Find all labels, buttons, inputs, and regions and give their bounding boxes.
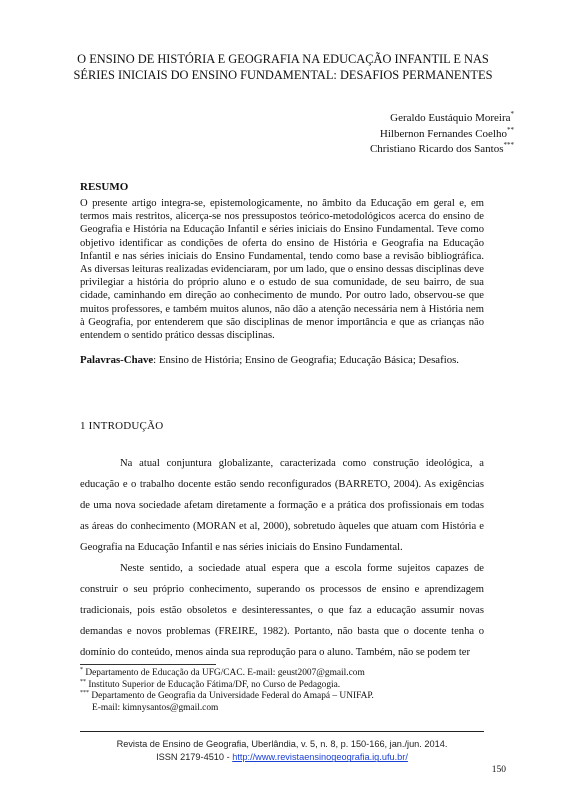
footnote-mark: * [80, 667, 83, 673]
journal-url-link[interactable]: http://www.revistaensinogeografia.ig.ufu.br/ [232, 752, 408, 763]
footnote-mark: *** [80, 690, 89, 697]
section-body [80, 453, 484, 663]
author-footnote-mark: ** [507, 125, 514, 134]
author-3 [370, 142, 514, 158]
author-footnote-mark: * [510, 110, 514, 118]
body-paragraph: Na atual conjuntura globalizante, caracterizada como construção ideológica, a educação e o trabalho docente estão sendo reconfigurados (BARRETO, 2004). As exigências de uma nova sociedade afetam diretamente a formação e a prática dos profissionais em todas as áreas do conhecimento (MORAN et al, 2000), sobretudo àqueles que atuam com História e Geografia na Educação Infantil e nas séries iniciais do Ensino Fundamental. [80, 458, 484, 553]
abstract-heading: RESUMO [80, 181, 129, 193]
paper-title: O ENSINO DE HISTÓRIA E GEOGRAFIA NA EDUCAÇÃO INFANTIL E NAS SÉRIES INICIAIS DO ENSINO FUNDAMENTAL: DESAFIOS PERMANENTES [73, 52, 493, 82]
keywords [80, 354, 500, 366]
footnote-text: Instituto Superior de Educação Fátima/DF, no Curso de Pedagogia. [86, 679, 341, 690]
page-number: 150 [491, 765, 506, 775]
author-2 [370, 127, 514, 143]
author-name: Hilbernon Fernandes Coelho [379, 127, 507, 140]
footnote-text: Departamento de Geografia da Universidade Federal do Amapá – UNIFAP. [89, 691, 374, 702]
journal-issn: ISSN 2179-4510 - [156, 752, 233, 763]
author-name: Christiano Ricardo dos Santos [369, 143, 504, 156]
footnote-3 [80, 691, 500, 703]
section-heading: 1 INTRODUÇÃO [80, 420, 164, 432]
footnote-text: Departamento de Educação da UFG/CAC. E-mail: geust2007@gmail.com [83, 668, 365, 678]
footnote-3-email [80, 703, 500, 715]
author-1 [370, 111, 514, 127]
footnote-divider [80, 664, 216, 665]
footnotes [80, 668, 500, 714]
journal-issn-line [80, 751, 484, 764]
author-footnote-mark: *** [503, 141, 514, 150]
journal-citation: Revista de Ensino de Geografia, Uberlândia, v. 5, n. 8, p. 150-166, jan./jun. 2014. [116, 739, 448, 749]
keywords-text: : Ensino de História; Ensino de Geografia; Educação Básica; Desafios. [153, 354, 459, 366]
keywords-label: Palavras-Chave [80, 354, 154, 366]
page-footer-divider [80, 731, 484, 732]
footnote-1 [80, 668, 500, 680]
footnote-text: E-mail: kimnysantos@gmail.com [92, 702, 219, 713]
footnote-2 [80, 680, 500, 692]
author-name: Geraldo Eustáquio Moreira [390, 112, 511, 124]
author-list [370, 111, 514, 158]
footnote-mark: ** [80, 678, 86, 685]
body-paragraph: Neste sentido, a sociedade atual espera que a escola forme sujeitos capazes de construir o seu próprio conhecimento, superando os processos de ensino e aprendizagem tradicionais, pois estão obsoletos e desinteressantes, o que faz a educação assumir novas demandas e novos problemas (FREIRE, 1982). Portanto, não basta que o docente tenha o domínio do conteúdo, menos ainda sua reprodução para o aluno. Também, não se podem ter [80, 563, 484, 658]
journal-footer [80, 738, 484, 765]
abstract-text: O presente artigo integra-se, epistemologicamente, no âmbito da Educação em geral e, em termos mais restritos, alicerça-se nos pressupostos teórico-metodológicos acerca do ensino de Geografia e História na Educação Infantil e séries iniciais do Ensino Fundamental. Teve como objetivo identificar as condições de oferta do ensino de História e Geografia na Educação Infantil e nas séries iniciais do Ensino Fundamental, tendo como base a revisão bibliográfica. As diversas leituras realizadas evidenciaram, por um lado, que o ensino dessas disciplinas deve privilegiar a história do próprio aluno e o estudo de sua comunidade, de seu bairro, de sua cidade, caminhando em direção ao conhecimento de mundo. Por outro lado, observou-se que muitos professores, e também muitos alunos, não dão a atenção necessária nem à História nem à Geografia, por entenderem que são disciplinas de menor importância e que as crianças não entendem o sentido prático dessas disciplinas. [80, 198, 484, 342]
